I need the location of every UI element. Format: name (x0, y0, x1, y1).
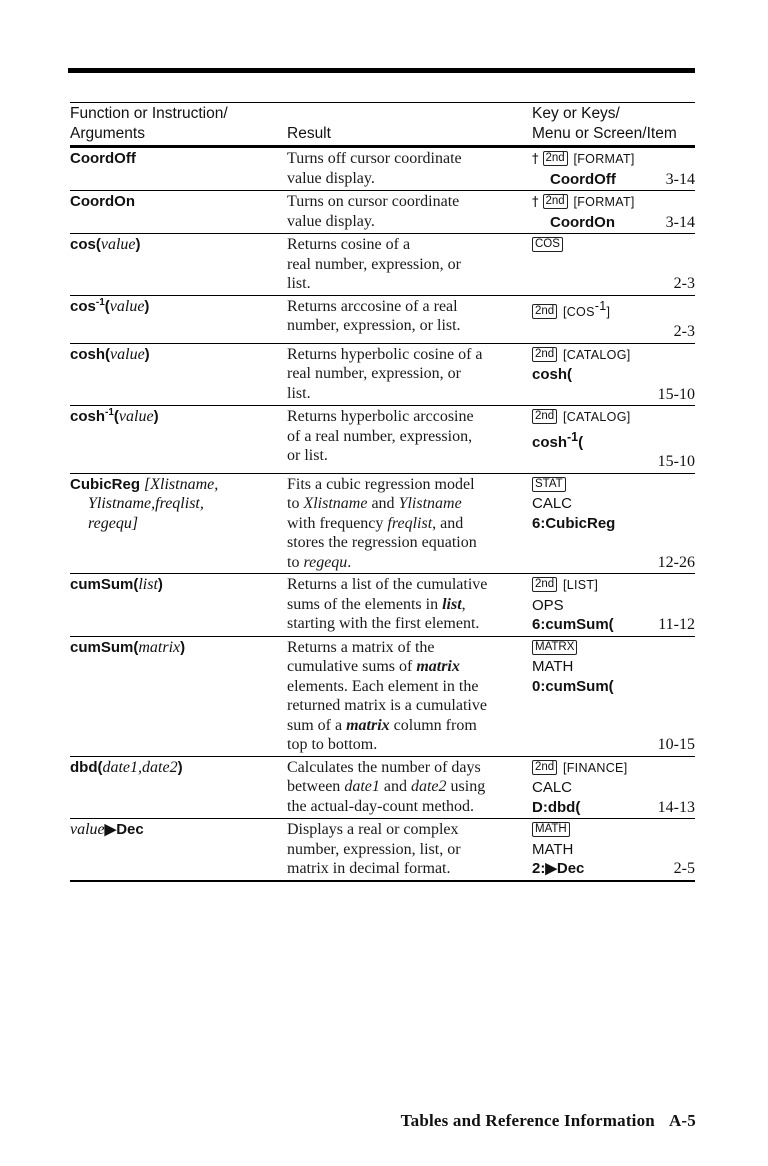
keys-line (532, 575, 695, 596)
result-text: number, expression, or list. (287, 317, 461, 334)
header-keys-line2: Menu or Screen/Item (532, 124, 677, 142)
result-variable: Ylistname (398, 495, 462, 512)
result-line (287, 716, 532, 736)
keys-line (532, 596, 695, 616)
keys-line (532, 235, 695, 255)
result-text: Returns cosine of a (287, 236, 411, 253)
keys-cell (532, 295, 695, 343)
result-line (287, 364, 532, 384)
function-argument: value (70, 821, 105, 838)
keys-line (532, 255, 695, 275)
page-reference: 3-14 (665, 170, 695, 188)
result-line (287, 696, 532, 716)
function-cell (70, 234, 287, 296)
page-reference: 11-12 (658, 616, 695, 633)
function-argument: value (109, 297, 145, 315)
function-name: cos( (70, 236, 101, 253)
keys-cell (532, 819, 695, 881)
result-text: of a real number, expression, (287, 427, 473, 445)
result-line (287, 274, 532, 294)
keys-line (532, 365, 695, 385)
result-variable: Xlistname (303, 495, 368, 512)
menu-item: 6:cumSum( (532, 616, 614, 633)
function-paren: ) (177, 758, 183, 776)
keys-line (532, 820, 695, 840)
function-paren: ) (144, 297, 150, 315)
result-line (287, 514, 532, 534)
page-reference: 10-15 (657, 736, 695, 753)
page-reference: 3-14 (665, 213, 695, 231)
result-text: value display. (287, 169, 375, 187)
function-name: CoordOff (70, 150, 136, 167)
function-cell (70, 473, 287, 574)
keys-line (532, 322, 695, 342)
result-cell (287, 756, 532, 819)
menu-label: [LIST] (559, 578, 599, 592)
table-row (70, 234, 695, 296)
result-text: number, expression, list, or (287, 840, 461, 858)
result-line (287, 553, 532, 573)
result-text: sum of a (287, 716, 347, 734)
function-name: ▶Dec (104, 821, 144, 838)
keys-cell (532, 574, 695, 637)
keys-line (532, 657, 695, 677)
result-line (287, 192, 532, 212)
reference-table (70, 102, 695, 882)
result-cell (287, 406, 532, 474)
function-paren: ) (153, 408, 159, 425)
result-line (287, 407, 532, 427)
result-line (287, 255, 532, 275)
function-cell (70, 574, 287, 637)
table-row (70, 191, 695, 234)
result-text: starting with the first element. (287, 615, 480, 632)
result-cell (287, 234, 532, 296)
result-cell (287, 147, 532, 191)
menu-item: cosh (532, 433, 568, 451)
function-argument: matrix (138, 638, 181, 656)
function-argument: value (110, 345, 145, 363)
function-argument: date1,date2 (102, 758, 178, 776)
function-name: dbd( (70, 758, 103, 776)
result-line (287, 735, 532, 755)
function-argument: value (100, 236, 136, 253)
page-footer (401, 1111, 696, 1131)
keys-line (532, 297, 695, 323)
function-paren: ) (135, 236, 141, 253)
menu-item: 0:cumSum( (532, 677, 614, 695)
key-2nd-button[interactable]: 2nd (532, 577, 557, 592)
result-line (287, 149, 532, 169)
function-cell (70, 756, 287, 819)
menu-label: [COS (559, 304, 595, 319)
keys-line (532, 840, 695, 860)
result-text: . (347, 553, 352, 571)
result-text: Fits a cubic regression model (287, 475, 475, 493)
result-variable: freqlist (387, 514, 433, 532)
header-keys-line1: Key or Keys/ (532, 105, 620, 122)
result-text: with frequency (287, 514, 388, 532)
result-text: and (367, 495, 399, 512)
header-result (287, 103, 532, 147)
result-text: and (379, 778, 411, 795)
function-cell (70, 343, 287, 406)
menu-superscript: -1 (594, 298, 607, 313)
table-row (70, 406, 695, 474)
function-argument: value (118, 408, 154, 425)
table-row (70, 473, 695, 574)
result-line (287, 777, 532, 797)
result-text: Turns off cursor coordinate (287, 150, 462, 167)
function-argument: regequ] (88, 514, 139, 532)
result-text: column from (389, 716, 477, 734)
result-line (287, 657, 532, 677)
result-text: the actual-day-count method. (287, 797, 475, 815)
footer-section-title: Tables and Reference Information (400, 1111, 655, 1130)
result-text: Returns a list of the cumulative (287, 576, 488, 593)
function-cell (70, 636, 287, 756)
header-function-line1: Function or Instruction/ (70, 105, 228, 122)
header-keys-menu (532, 103, 695, 147)
result-line (287, 758, 532, 778)
result-text: Returns hyperbolic cosine of a (287, 345, 483, 363)
table-row (70, 147, 695, 191)
result-cell (287, 473, 532, 574)
result-text: returned matrix is a cumulative (287, 697, 487, 714)
menu-label: ] (606, 304, 611, 319)
menu-name: MATH (532, 658, 574, 675)
key-2nd-button[interactable]: 2nd (532, 409, 557, 424)
key-2nd-button[interactable]: 2nd (532, 347, 557, 362)
keys-line (532, 149, 695, 170)
keys-line (532, 452, 695, 472)
function-argument: list (138, 576, 158, 593)
keys-line (532, 274, 695, 294)
menu-item: D:dbd( (532, 798, 581, 816)
keys-cell (532, 636, 695, 756)
keys-line (532, 514, 695, 534)
menu-name: MATH (532, 840, 574, 858)
result-text: real number, expression, or (287, 365, 461, 382)
page-reference: 2-5 (673, 860, 695, 877)
result-text: list. (287, 384, 311, 402)
page-reference: 14-13 (657, 798, 695, 816)
key-2nd-button[interactable]: 2nd (532, 760, 557, 775)
page-reference: 12-26 (657, 553, 695, 571)
result-cell (287, 574, 532, 637)
menu-label: [FINANCE] (559, 760, 628, 775)
result-cell (287, 819, 532, 881)
menu-name: CALC (532, 779, 573, 796)
function-paren: ) (144, 345, 150, 363)
result-variable: matrix (416, 658, 460, 675)
function-name: CoordOn (70, 193, 135, 210)
result-line (287, 475, 532, 495)
result-text: Returns arccosine of a real (287, 297, 458, 315)
result-line (287, 840, 532, 860)
result-line (287, 494, 532, 514)
result-line (287, 297, 532, 317)
function-name: cosh( (70, 345, 111, 363)
keys-line (532, 494, 695, 514)
result-text: Returns a matrix of the (287, 638, 435, 656)
keys-cell (532, 147, 695, 191)
result-line (287, 595, 532, 615)
keys-line (532, 428, 695, 453)
page-reference: 15-10 (657, 453, 695, 470)
function-cell (70, 191, 287, 234)
keys-cell (532, 756, 695, 819)
table-body (70, 147, 695, 881)
keys-cell (532, 191, 695, 234)
page-reference: 2-3 (673, 323, 695, 340)
keys-line (532, 758, 695, 779)
page-reference: 2-3 (673, 275, 695, 292)
result-text: Displays a real or complex (287, 821, 459, 838)
menu-item: ( (578, 433, 584, 451)
keys-line (532, 407, 695, 428)
header-function-line2: Arguments (70, 124, 145, 142)
dagger-mark: † (532, 152, 539, 167)
function-cell (70, 819, 287, 881)
table-row (70, 636, 695, 756)
keys-line (532, 533, 695, 553)
result-variable: regequ (303, 553, 348, 571)
keys-line (532, 475, 695, 495)
menu-label: [FORMAT] (569, 195, 635, 209)
key-2nd-button[interactable]: 2nd (543, 194, 568, 209)
menu-item: 2:▶Dec (532, 860, 585, 877)
keys-line (532, 192, 695, 213)
result-text: Returns hyperbolic arccosine (287, 408, 474, 425)
result-text: using (446, 778, 486, 795)
keys-line (532, 385, 695, 405)
result-text: top to bottom. (287, 736, 378, 753)
key-2nd-button[interactable]: 2nd (532, 304, 557, 319)
result-line (287, 235, 532, 255)
function-name: cosh (70, 408, 106, 425)
result-line (287, 575, 532, 595)
result-text: sums of the elements in (287, 595, 443, 613)
result-text: value display. (287, 212, 375, 230)
menu-label: [CATALOG] (559, 347, 631, 362)
keys-cell (532, 473, 695, 574)
function-cell (70, 295, 287, 343)
result-text: elements. Each element in the (287, 677, 479, 695)
menu-item: 6:CubicReg (532, 514, 616, 532)
result-line (287, 677, 532, 697)
result-line (287, 427, 532, 447)
result-text: between (287, 778, 345, 795)
result-variable: date1 (344, 778, 380, 795)
header-result-label: Result (287, 124, 331, 142)
function-argument: [Xlistname, (140, 475, 219, 493)
function-paren: ( (104, 297, 110, 315)
table-row (70, 343, 695, 406)
result-line (287, 345, 532, 365)
result-line (287, 384, 532, 404)
result-text: Turns on cursor coordinate (287, 193, 460, 210)
result-text: list. (287, 275, 311, 292)
keys-cell (532, 234, 695, 296)
keys-line (532, 677, 695, 697)
table-row (70, 756, 695, 819)
keys-line (532, 213, 695, 233)
key-math-button[interactable]: MATH (532, 822, 570, 837)
keys-line (532, 696, 695, 716)
key-cos-button[interactable]: COS (532, 237, 563, 252)
keys-line (532, 716, 695, 736)
key-stat-button[interactable]: STAT (532, 477, 566, 492)
keys-cell (532, 406, 695, 474)
result-line (287, 859, 532, 879)
result-cell (287, 191, 532, 234)
result-line (287, 169, 532, 189)
result-variable: matrix (346, 716, 390, 734)
result-cell (287, 295, 532, 343)
result-text: real number, expression, or (287, 255, 461, 273)
function-cell (70, 406, 287, 474)
result-text: , and (432, 514, 464, 532)
keys-line (532, 735, 695, 755)
result-line (287, 820, 532, 840)
function-paren: ) (157, 576, 163, 593)
function-superscript: -1 (105, 407, 114, 418)
result-text: matrix in decimal format. (287, 860, 451, 877)
table-row (70, 574, 695, 637)
function-paren: ( (113, 408, 119, 425)
key-2nd-button[interactable]: 2nd (543, 151, 568, 166)
function-argument: Ylistname,freqlist, (88, 495, 204, 512)
result-line (287, 797, 532, 817)
result-variable: list (442, 595, 462, 613)
result-line (287, 212, 532, 232)
function-name: cumSum( (70, 576, 139, 593)
result-text: cumulative sums of (287, 658, 417, 675)
keys-line (532, 170, 695, 190)
table-row (70, 819, 695, 881)
result-text: to (287, 495, 304, 512)
result-text: or list. (287, 447, 328, 464)
menu-name: OPS (532, 596, 564, 614)
key-matrx-button[interactable]: MATRX (532, 640, 577, 655)
result-line (287, 533, 532, 553)
menu-item: CoordOff (550, 170, 616, 188)
footer-page-number: A-5 (668, 1111, 696, 1130)
keys-line (532, 798, 695, 818)
function-cell (70, 147, 287, 191)
table-row (70, 295, 695, 343)
keys-line (532, 553, 695, 573)
result-text: to (287, 553, 304, 571)
menu-name: CALC (532, 495, 573, 512)
function-name: cumSum( (70, 638, 139, 656)
top-rule (68, 68, 695, 73)
result-variable: date2 (410, 778, 447, 795)
result-line (287, 446, 532, 466)
keys-line (532, 615, 695, 635)
result-text: stores the regression equation (287, 534, 477, 551)
keys-line (532, 638, 695, 658)
function-paren: ) (180, 638, 186, 656)
result-line (287, 614, 532, 634)
result-line (287, 638, 532, 658)
menu-item: CoordOn (550, 213, 615, 231)
result-text: , (461, 595, 466, 613)
table-header-row (70, 103, 695, 147)
function-name: CubicReg (70, 475, 141, 493)
header-function-arguments (70, 103, 287, 147)
menu-label: [FORMAT] (569, 152, 635, 166)
page-reference: 15-10 (657, 385, 695, 403)
result-cell (287, 343, 532, 406)
result-line (287, 316, 532, 336)
result-cell (287, 636, 532, 756)
result-text: Calculates the number of days (287, 758, 481, 776)
dagger-mark: † (532, 195, 539, 210)
function-superscript: -1 (95, 296, 105, 308)
menu-item: cosh( (532, 366, 573, 383)
function-name: cos (70, 297, 96, 315)
keys-cell (532, 343, 695, 406)
keys-line (532, 345, 695, 366)
keys-line (532, 859, 695, 879)
menu-label: [CATALOG] (559, 410, 631, 424)
menu-item-superscript: -1 (567, 429, 579, 444)
keys-line (532, 778, 695, 798)
